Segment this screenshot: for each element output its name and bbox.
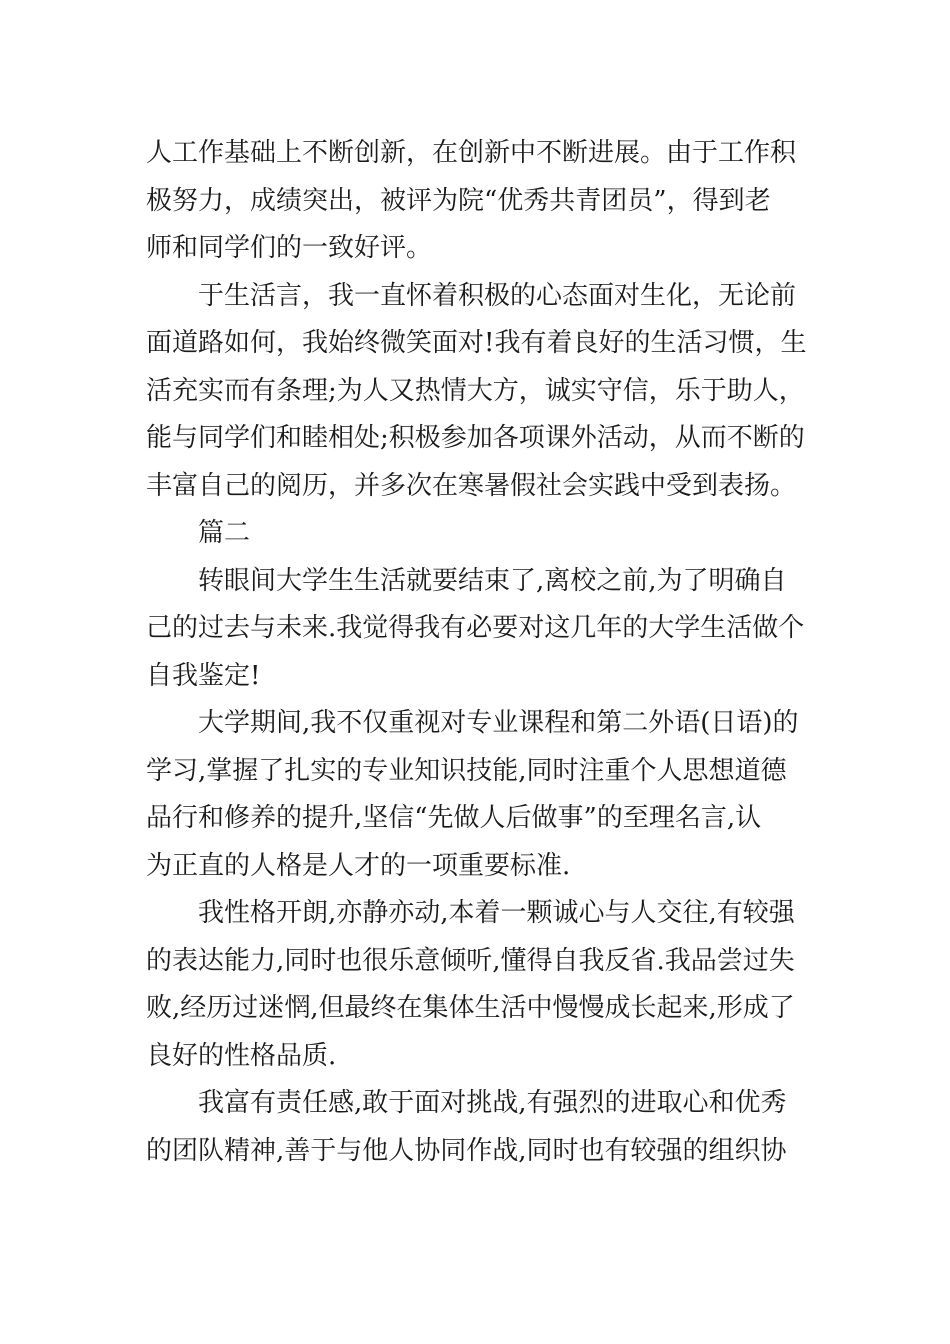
- text-line: 败,经历过迷惘,但最终在集体生活中慢慢成长起来,形成了: [146, 993, 795, 1023]
- text-line: 面道路如何，我始终微笑面对!我有着良好的生活习惯，生: [146, 328, 807, 358]
- text-line: 自我鉴定!: [146, 660, 261, 691]
- text-line: 的团队精神,善于与他人协同作战,同时也有较强的组织协: [146, 1135, 787, 1166]
- text-line: 活充实而有条理;为人又热情大方，诚实守信，乐于助人，: [146, 375, 805, 406]
- text-line: 我性格开朗,亦静亦动,本着一颗诚心与人交往,有较强: [198, 898, 795, 928]
- text-line: 师和同学们的一致好评。: [146, 233, 433, 263]
- text-line: 良好的性格品质.: [146, 1040, 337, 1071]
- text-line: 我富有责任感,敢于面对挑战,有强烈的进取心和优秀: [198, 1088, 787, 1118]
- text-line: 学习,掌握了扎实的专业知识技能,同时注重个人思想道德: [146, 755, 787, 786]
- text-line: 己的过去与未来.我觉得我有必要对这几年的大学生活做个: [146, 613, 805, 643]
- text-line: 极努力，成绩突出，被评为院“优秀共青团员”，得到老: [146, 185, 771, 216]
- section-heading: [146, 510, 806, 558]
- text-line: 能与同学们和睦相处;积极参加各项课外活动，从而不断的: [146, 423, 805, 453]
- paragraph-responsibility: [146, 1080, 806, 1175]
- text-line: 人工作基础上不断创新，在创新中不断进展。由于工作积: [146, 138, 797, 168]
- paragraph-character: [146, 890, 806, 1080]
- paragraph-intro: [146, 558, 806, 701]
- section-heading-text: 篇二: [198, 518, 251, 548]
- text-line: 为正直的人格是人才的一项重要标准.: [146, 850, 571, 881]
- paragraph-life: [146, 273, 806, 511]
- text-line: 的表达能力,同时也很乐意倾听,懂得自我反省.我品尝过失: [146, 945, 795, 976]
- paragraph-continued: [146, 130, 806, 273]
- text-line: 于生活言，我一直怀着积极的心态面对生化，无论前: [198, 280, 797, 311]
- text-line: 丰富自己的阅历，并多次在寒暑假社会实践中受到表扬。: [146, 470, 797, 501]
- text-line: 转眼间大学生生活就要结束了,离校之前,为了明确自: [198, 565, 787, 596]
- text-line: 大学期间,我不仅重视对专业课程和第二外语(日语)的: [198, 708, 799, 738]
- text-line: 品行和修养的提升,坚信“先做人后做事”的至理名言,认: [146, 803, 762, 833]
- paragraph-study: [146, 700, 806, 890]
- document-body: [146, 130, 806, 1175]
